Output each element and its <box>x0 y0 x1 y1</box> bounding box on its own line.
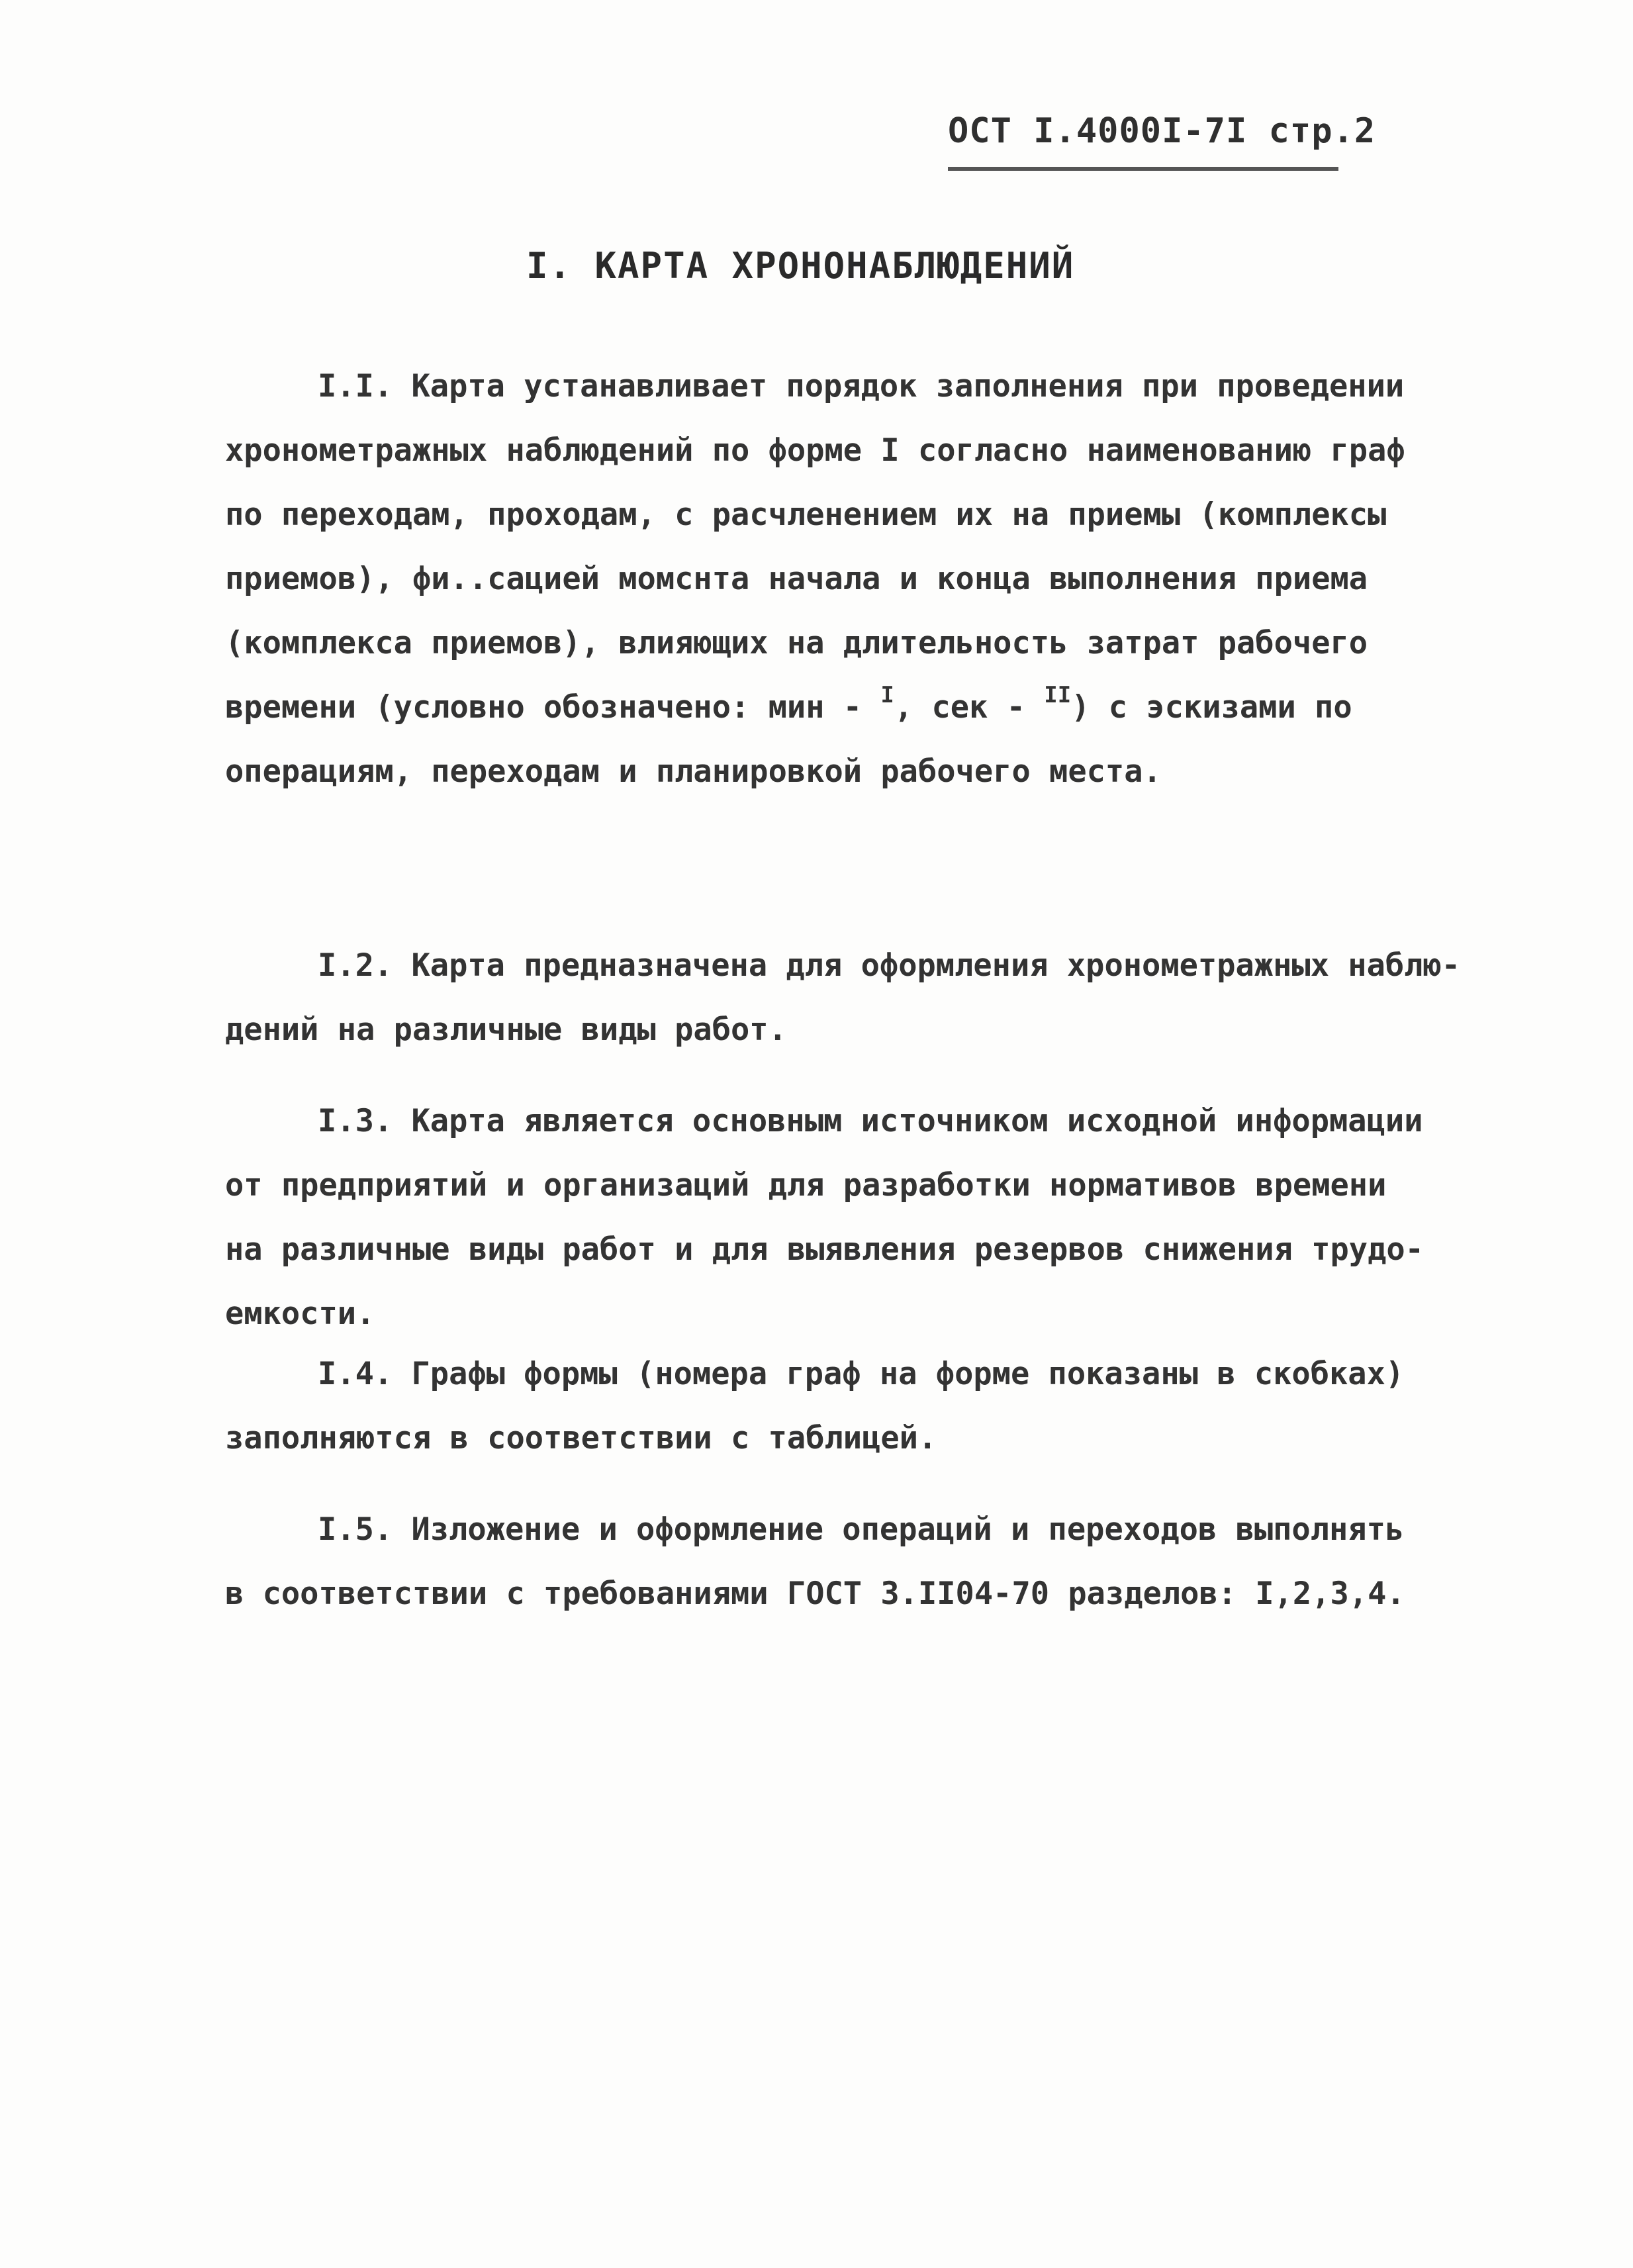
paragraph-line: емкости. <box>225 1296 375 1332</box>
line-text: времени (условно обозначено: мин - <box>225 689 881 726</box>
paragraph-1-5 <box>225 1497 1443 1626</box>
line-text: ) с эскизами по <box>1071 689 1352 726</box>
paragraph-line: приемов), фи..сацией момснта начала и конца выполнения приема <box>225 561 1368 597</box>
document-reference: ОСТ I.4000I-7I стр.2 <box>948 111 1376 151</box>
paragraph-1-3 <box>225 1089 1443 1346</box>
line-text: , сек - <box>894 689 1045 726</box>
header-underline <box>948 167 1338 171</box>
paragraph-line: по переходам, проходам, с расчленением их на приемы (комплексы <box>225 496 1387 533</box>
paragraph-line: заполняются в соответствии с таблицей. <box>225 1420 937 1456</box>
paragraph-line: хронометражных наблюдений по форме I согласно наименованию граф <box>225 432 1405 469</box>
paragraph-line: дений на различные виды работ. <box>225 1012 787 1048</box>
second-mark: II <box>1044 682 1072 709</box>
paragraph-1-1 <box>225 354 1443 804</box>
paragraph-line: I.I. Карта устанавливает порядок заполнения при проведении <box>318 368 1405 404</box>
paragraph-line: I.5. Изложение и оформление операций и переходов выполнять <box>318 1511 1405 1548</box>
paragraph-line: I.2. Карта предназначена для оформления хронометражных наблю- <box>318 947 1461 984</box>
paragraph-line: от предприятий и организаций для разработки нормативов времени <box>225 1167 1387 1204</box>
paragraph-line: I.4. Графы формы (номера граф на форме показаны в скобках) <box>318 1356 1405 1392</box>
paragraph-line <box>225 675 1443 739</box>
paragraph-line: в соответствии с требованиями ГОСТ 3.II04-70 разделов: I,2,3,4. <box>225 1576 1405 1612</box>
paragraph-line: (комплекса приемов), влияющих на длительность затрат рабочего <box>225 625 1368 661</box>
paragraph-line: I.3. Карта является основным источником исходной информации <box>318 1103 1423 1139</box>
paragraph-line: на различные виды работ и для выявления резервов снижения трудо- <box>225 1231 1424 1268</box>
paragraph-1-4 <box>225 1342 1443 1470</box>
section-title: I. КАРТА ХРОНОНАБЛЮДЕНИЙ <box>526 245 1075 287</box>
paragraph-line: операциям, переходам и планировкой рабочего места. <box>225 753 1162 790</box>
paragraph-1-2 <box>225 933 1461 1062</box>
minute-mark: I <box>880 682 894 709</box>
